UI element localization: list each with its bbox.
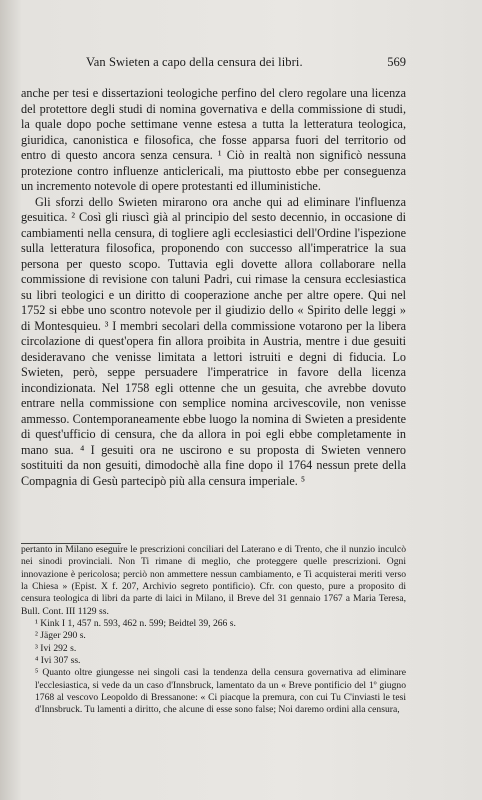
footnote: ⁴ Ivi 307 ss. — [35, 655, 81, 667]
footnote: ² Jäger 290 s. — [35, 630, 86, 642]
running-title: Van Swieten a capo della censura dei libri. — [86, 55, 303, 69]
footnote: ⁵ Quanto oltre giungesse nei singoli casi la tendenza della censura governativa ad eliminare l'ecclesiastica, si vede da un caso d'Innsbruck, lamentato da un « Breve pontificio del 1º giugno 1768 al vescovo Leopoldo di Bressanone: « Ci piacque la premura, con cui Tu C'inviasti le tesi d'Innsbruck. Tu lamenti a diritto, che alcune di esse sono false; Noi daremo ordini alla censura, — [35, 667, 406, 716]
page-number: 569 — [387, 55, 406, 69]
paragraph: anche per tesi e dissertazioni teologiche perfino del clero regolare una licenza del protettore degli studi di nomina governativa e della commissione di studi, la quale dopo poche settimane venne estesa a tutta la letteratura teologica, giuridica, canonistica e filosofica, che fosse apparsa fuori del territorio od entro di questo ancora senza censura. ¹ Ciò in realtà non significò nessuna protezione contro influenze anticlericali, ma piuttosto ebbe per conseguenza un incremento notevole di opere protestanti ed illuministiche. — [21, 86, 406, 193]
paragraph: Gli sforzi dello Swieten mirarono ora anche qui ad eliminare l'influenza gesuitica. ² Così gli riuscì già al principio del sesto decennio, in occasione di cambiamenti nella censura, di togliere agli ecclesiastici dell'Ordine l'ispezione sulla letteratura filosofica, proponendo con successo all'imperatrice la sua persona per questo scopo. Tuttavia egli dovette allora collaborare nella commissione di revisione con taluni Padri, cui rimase la censura ecclesiastica su libri teologici e un diritto di cooperazione anche per altre opere. Qui nel 1752 si ebbe uno scontro notevole per il giudizio dello « Spirito delle leggi » di Montesquieu. ³ I membri secolari della commissione votarono per la libera circolazione di quest'opera fin allora proibita in Austria, mentre i due gesuiti desideravano che venisse limitata a lettori istruiti e degni di fiducia. Lo Swieten, però, seppe persuadere l'imperatrice in favore della licenza incondizionata. Nel 1758 egli ottenne che un gesuita, che avrebbe dovuto entrare nella commissione con semplice nomina arcivescovile, non venisse ammesso. Contemporaneamente ebbe luogo la nomina di Swieten a presidente di quest'ufficio di censura, che da allora in poi egli ebbe completamente in mano sua. ⁴ I gesuiti ora ne uscirono e su proposta di Swieten vennero sostituiti da non gesuiti, dimodochè alla fine dopo il 1764 nessun prete della Compagnia di Gesù partecipò più alla censura imperiale. ⁵ — [21, 194, 406, 488]
footnote-continuation: pertanto in Milano eseguire le prescrizioni conciliari del Laterano e di Trento, che il nunzio inculcò nei sinodi provinciali. Non Ti rimane di meglio, che proteggere quelle prescrizioni. Ogni innovazione è pericolosa; perciò non ammettere nessun cambiamento, e Ti acquisterai meriti verso la Chiesa » (Epist. X f. 207, Archivio segreto pontificio). Cfr. con questo, pure a proposito di censura teologica di libri da parte di laici in Milano, il Breve del 31 gennaio 1767 a Maria Teresa, Bull. Cont. III 1129 ss. — [21, 544, 406, 617]
footnote: ¹ Kink I 1, 457 n. 593, 462 n. 599; Beidtel 39, 266 s. — [35, 618, 236, 630]
footnote: ³ Ivi 292 s. — [35, 642, 77, 654]
footnotes — [21, 544, 406, 717]
running-header — [78, 55, 406, 73]
main-text — [21, 86, 406, 489]
